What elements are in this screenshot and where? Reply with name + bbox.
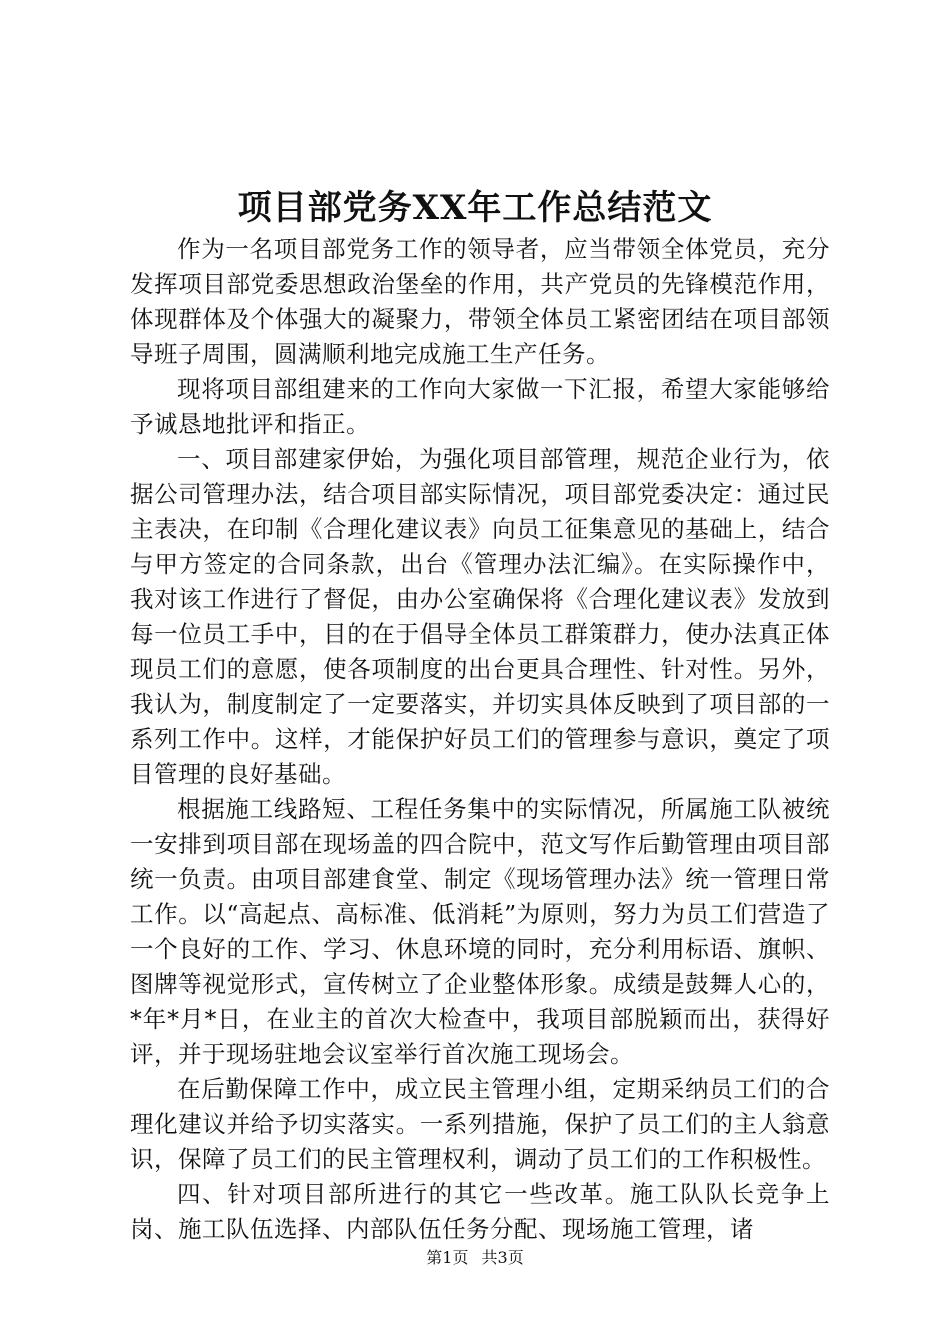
- document-title: 项目部党务XX年工作总结范文: [237, 188, 713, 228]
- paragraph: 现将项目部组建来的工作向大家做一下汇报，希望大家能够给予诚恳地批评和指正。: [130, 375, 830, 438]
- paragraph: 根据施工线路短、工程任务集中的实际情况，所属施工队被统一安排到项目部在现场盖的四合院中，范文写作后勤管理由项目部统一负责。由项目部建食堂、制定《现场管理办法》统一管理日常工作。以“高起点、高标准、低消耗”为原则，努力为员工们营造了一个良好的工作、学习、休息环境的同时，充分利用标语、旗帜、图牌等视觉形式，宣传树立了企业整体形象。成绩是鼓舞人心的，*年*月*日，在业主的首次大检查中，我项目部脱颖而出，获得好评，并于现场驻地会议室举行首次施工现场会。: [130, 795, 830, 1068]
- document-body: [130, 232, 830, 1247]
- paragraph: 四、针对项目部所进行的其它一些改革。施工队队长竞争上岗、施工队伍选择、内部队伍任务分配、现场施工管理，诸: [130, 1180, 830, 1243]
- paragraph: 一、项目部建家伊始，为强化项目部管理，规范企业行为，依据公司管理办法，结合项目部实际情况，项目部党委决定：通过民主表决，在印制《合理化建议表》向员工征集意见的基础上，结合与甲方签定的合同条款，出台《管理办法汇编》。在实际操作中，我对该工作进行了督促，由办公室确保将《合理化建议表》发放到每一位员工手中，目的在于倡导全体员工群策群力，使办法真正体现员工们的意愿，使各项制度的出台更具合理性、针对性。另外，我认为，制度制定了一定要落实，并切实具体反映到了项目部的一系列工作中。这样，才能保护好员工们的管理参与意识，奠定了项目管理的良好基础。: [130, 445, 830, 788]
- page-number: 第1页: [426, 1248, 469, 1267]
- page-footer: [0, 1248, 950, 1268]
- paragraph: 在后勤保障工作中，成立民主管理小组，定期采纳员工们的合理化建议并给予切实落实。一系列措施，保护了员工们的主人翁意识，保障了员工们的民主管理权利，调动了员工们的工作积极性。: [130, 1075, 830, 1173]
- page-total: 共3页: [481, 1248, 524, 1267]
- paragraph: 作为一名项目部党务工作的领导者，应当带领全体党员，充分发挥项目部党委思想政治堡垒的作用，共产党员的先锋模范作用，体现群体及个体强大的凝聚力，带领全体员工紧密团结在项目部领导班子周围，圆满顺利地完成施工生产任务。: [130, 235, 830, 368]
